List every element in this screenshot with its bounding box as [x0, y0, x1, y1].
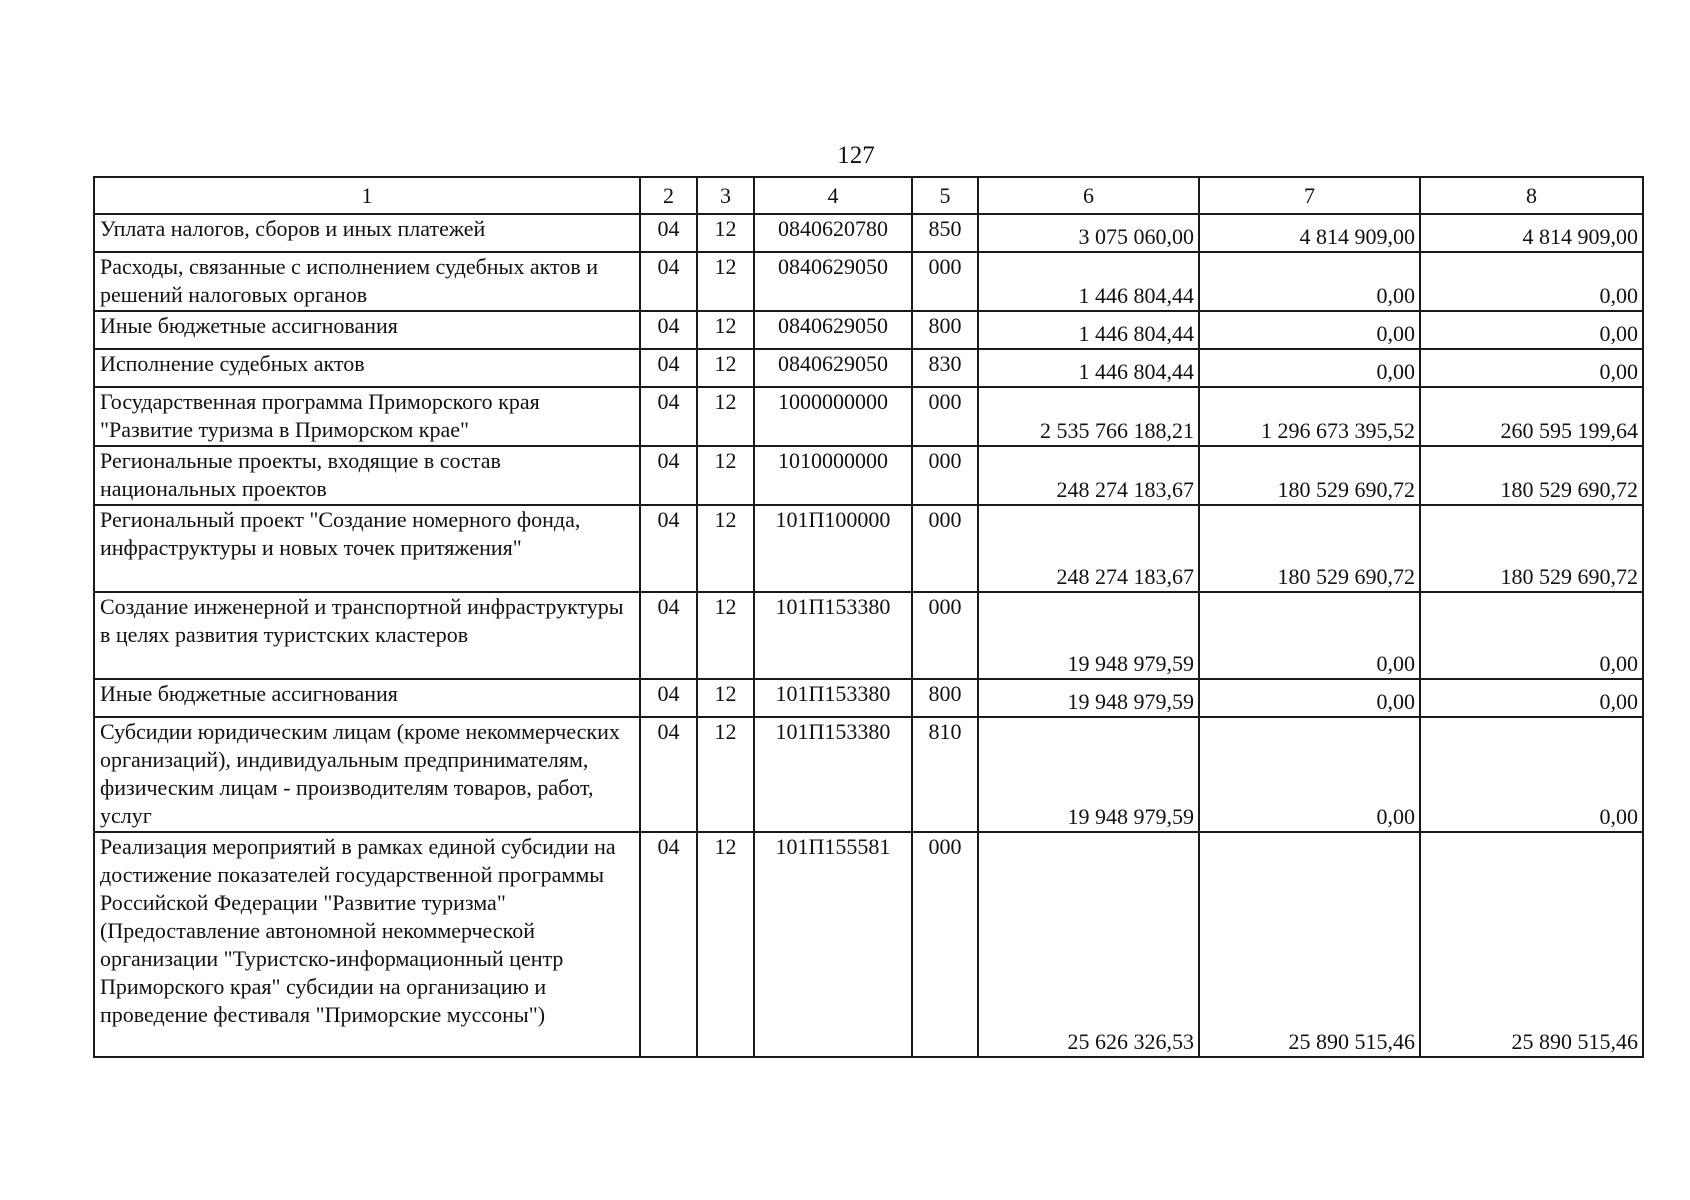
- row-amount-6: 1 446 804,44: [978, 252, 1199, 311]
- row-name: Уплата налогов, сборов и иных платежей: [94, 214, 640, 252]
- row-amount-7: 0,00: [1199, 592, 1420, 679]
- row-amount-8: 180 529 690,72: [1420, 505, 1643, 592]
- table-row: [94, 349, 1643, 387]
- table-row: [94, 832, 1643, 1057]
- row-section: 04: [640, 679, 697, 717]
- row-amount-8: 260 595 199,64: [1420, 387, 1643, 446]
- row-target-code: 101П153380: [754, 679, 912, 717]
- row-amount-7: 180 529 690,72: [1199, 505, 1420, 592]
- row-subsection: 12: [697, 717, 754, 832]
- column-header: 5: [912, 177, 978, 214]
- row-amount-7: 1 296 673 395,52: [1199, 387, 1420, 446]
- row-amount-8: 0,00: [1420, 311, 1643, 349]
- row-section: 04: [640, 252, 697, 311]
- row-name: Реализация мероприятий в рамках единой субсидии на достижение показателей государственной программы Российской Федерации "Развитие туризма" (Предоставление автономной некоммерческой организации "Туристско-информационный центр Приморского края" субсидии на организацию и проведение фестиваля "Приморские муссоны"): [94, 832, 640, 1057]
- row-section: 04: [640, 717, 697, 832]
- row-amount-7: 25 890 515,46: [1199, 832, 1420, 1057]
- row-amount-8: 25 890 515,46: [1420, 832, 1643, 1057]
- row-amount-7: 180 529 690,72: [1199, 446, 1420, 505]
- table-row: [94, 387, 1643, 446]
- row-subsection: 12: [697, 592, 754, 679]
- row-name: Иные бюджетные ассигнования: [94, 679, 640, 717]
- row-subsection: 12: [697, 446, 754, 505]
- row-amount-7: 0,00: [1199, 311, 1420, 349]
- row-name: Региональный проект "Создание номерного фонда, инфраструктуры и новых точек притяжения": [94, 505, 640, 592]
- row-amount-8: 0,00: [1420, 252, 1643, 311]
- row-subsection: 12: [697, 252, 754, 311]
- row-expense-type: 000: [912, 446, 978, 505]
- row-name: Расходы, связанные с исполнением судебных актов и решений налоговых органов: [94, 252, 640, 311]
- row-expense-type: 000: [912, 592, 978, 679]
- row-expense-type: 830: [912, 349, 978, 387]
- row-amount-8: 0,00: [1420, 679, 1643, 717]
- column-header: 1: [94, 177, 640, 214]
- table-row: [94, 679, 1643, 717]
- header-row: [94, 177, 1643, 214]
- row-amount-6: 3 075 060,00: [978, 214, 1199, 252]
- row-subsection: 12: [697, 349, 754, 387]
- row-target-code: 101П153380: [754, 717, 912, 832]
- row-target-code: 101П153380: [754, 592, 912, 679]
- row-amount-8: 4 814 909,00: [1420, 214, 1643, 252]
- row-subsection: 12: [697, 679, 754, 717]
- row-expense-type: 810: [912, 717, 978, 832]
- row-target-code: 101П100000: [754, 505, 912, 592]
- row-amount-6: 248 274 183,67: [978, 505, 1199, 592]
- row-amount-8: 0,00: [1420, 349, 1643, 387]
- column-header: 6: [978, 177, 1199, 214]
- row-section: 04: [640, 349, 697, 387]
- column-header: 7: [1199, 177, 1420, 214]
- table-row: [94, 446, 1643, 505]
- table-row: [94, 311, 1643, 349]
- row-subsection: 12: [697, 311, 754, 349]
- table-row: [94, 592, 1643, 679]
- row-amount-7: 0,00: [1199, 679, 1420, 717]
- column-header: 2: [640, 177, 697, 214]
- row-amount-6: 248 274 183,67: [978, 446, 1199, 505]
- table-row: [94, 717, 1643, 832]
- table-row: [94, 252, 1643, 311]
- row-expense-type: 800: [912, 311, 978, 349]
- row-expense-type: 000: [912, 387, 978, 446]
- row-amount-6: 25 626 326,53: [978, 832, 1199, 1057]
- row-subsection: 12: [697, 387, 754, 446]
- row-target-code: 1010000000: [754, 446, 912, 505]
- row-amount-7: 0,00: [1199, 717, 1420, 832]
- row-amount-8: 0,00: [1420, 717, 1643, 832]
- row-target-code: 0840629050: [754, 252, 912, 311]
- row-section: 04: [640, 592, 697, 679]
- row-section: 04: [640, 311, 697, 349]
- row-target-code: 1000000000: [754, 387, 912, 446]
- row-expense-type: 000: [912, 832, 978, 1057]
- row-section: 04: [640, 505, 697, 592]
- row-amount-8: 180 529 690,72: [1420, 446, 1643, 505]
- page-number: 127: [837, 142, 875, 169]
- row-name: Субсидии юридическим лицам (кроме некоммерческих организаций), индивидуальным предпринимателям, физическим лицам - производителям товаров, работ, услуг: [94, 717, 640, 832]
- row-name: Иные бюджетные ассигнования: [94, 311, 640, 349]
- row-amount-6: 19 948 979,59: [978, 592, 1199, 679]
- row-subsection: 12: [697, 214, 754, 252]
- row-amount-6: 1 446 804,44: [978, 349, 1199, 387]
- row-name: Государственная программа Приморского края "Развитие туризма в Приморском крае": [94, 387, 640, 446]
- row-section: 04: [640, 832, 697, 1057]
- row-name: Создание инженерной и транспортной инфраструктуры в целях развития туристских кластеров: [94, 592, 640, 679]
- row-section: 04: [640, 214, 697, 252]
- row-expense-type: 800: [912, 679, 978, 717]
- row-amount-6: 2 535 766 188,21: [978, 387, 1199, 446]
- row-section: 04: [640, 446, 697, 505]
- column-header: 3: [697, 177, 754, 214]
- row-subsection: 12: [697, 505, 754, 592]
- column-header: 4: [754, 177, 912, 214]
- row-amount-7: 0,00: [1199, 252, 1420, 311]
- row-name: Региональные проекты, входящие в состав национальных проектов: [94, 446, 640, 505]
- row-amount-6: 19 948 979,59: [978, 717, 1199, 832]
- row-amount-7: 4 814 909,00: [1199, 214, 1420, 252]
- row-amount-6: 1 446 804,44: [978, 311, 1199, 349]
- row-subsection: 12: [697, 832, 754, 1057]
- row-expense-type: 000: [912, 505, 978, 592]
- row-amount-7: 0,00: [1199, 349, 1420, 387]
- row-amount-6: 19 948 979,59: [978, 679, 1199, 717]
- row-expense-type: 850: [912, 214, 978, 252]
- row-name: Исполнение судебных актов: [94, 349, 640, 387]
- row-target-code: 0840620780: [754, 214, 912, 252]
- row-target-code: 0840629050: [754, 311, 912, 349]
- row-section: 04: [640, 387, 697, 446]
- row-target-code: 0840629050: [754, 349, 912, 387]
- table-row: [94, 214, 1643, 252]
- column-header: 8: [1420, 177, 1643, 214]
- row-target-code: 101П155581: [754, 832, 912, 1057]
- row-amount-8: 0,00: [1420, 592, 1643, 679]
- row-expense-type: 000: [912, 252, 978, 311]
- budget-table: [93, 176, 1644, 1058]
- table-row: [94, 505, 1643, 592]
